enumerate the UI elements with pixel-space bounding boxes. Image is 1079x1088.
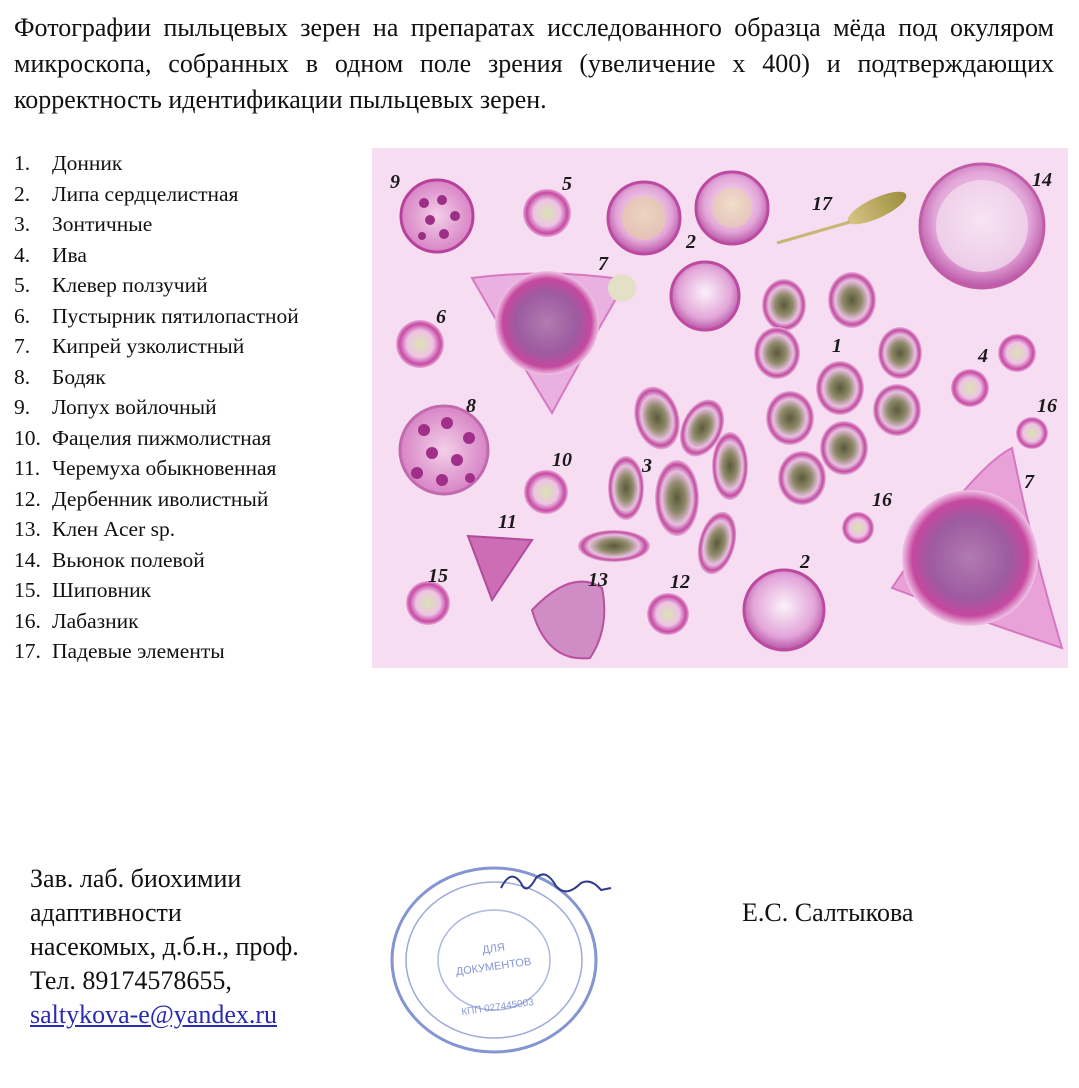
legend-item: 9. Лопух войлочный <box>14 395 217 419</box>
phone-text: Тел. 89174578655, <box>30 966 232 995</box>
grain-label-4: 4 <box>978 345 988 367</box>
pollen-grain-2 <box>744 570 824 650</box>
signatory-block <box>30 862 299 1032</box>
pollen-grain-16 <box>1016 417 1048 449</box>
grain-label-8: 8 <box>466 395 476 417</box>
grain-label-7-bottom: 7 <box>1024 471 1034 493</box>
legend-item: 4. Ива <box>14 242 87 267</box>
stamp-code: КПП 027445003 <box>460 996 535 1019</box>
stamp-center-line-2: ДОКУМЕНТОВ <box>455 955 533 979</box>
pollen-legend-list <box>14 148 299 667</box>
legend-item: 10. Фацелия пижмолистная <box>14 425 272 450</box>
stamp-seal <box>392 868 596 1052</box>
legend-item: 14. Вьюнок полевой <box>14 547 205 572</box>
grain-label-15: 15 <box>428 565 448 587</box>
legend-item: 3. Зонтичные <box>14 212 153 236</box>
legend-item: 2. Липа сердцелистная <box>14 181 239 206</box>
grain-label-16-right: 16 <box>1037 395 1057 417</box>
pollen-micrograph <box>372 148 1068 668</box>
grain-label-13: 13 <box>588 569 608 591</box>
pollen-grain-2 <box>671 262 739 330</box>
email-link[interactable]: saltykova-e@yandex.ru <box>30 1000 278 1029</box>
pollen-grain-14 <box>920 164 1044 288</box>
legend-item: 6. Пустырник пятилопастной <box>14 303 299 328</box>
micrograph-svg <box>372 148 1068 668</box>
pollen-grain-8 <box>400 406 488 494</box>
pollen-grain-5 <box>523 189 571 237</box>
legend-item: 11. Черемуха обыкновенная <box>14 456 277 480</box>
grain-label-17: 17 <box>812 193 832 215</box>
pollen-grain-16 <box>842 512 874 544</box>
legend-item: 1. Донник <box>14 151 123 175</box>
position-line-1: Зав. лаб. биохимии <box>30 864 242 893</box>
grain-label-11: 11 <box>498 511 517 533</box>
signer-name: Е.С. Салтыкова <box>742 898 914 927</box>
grain-label-10: 10 <box>552 449 572 471</box>
pollen-grain-15 <box>406 581 450 625</box>
pollen-grain-10 <box>524 470 568 514</box>
legend-item: 5. Клевер ползучий <box>14 273 208 297</box>
grain-label-7-top: 7 <box>598 253 608 275</box>
grain-label-5: 5 <box>562 173 572 195</box>
grain-label-6: 6 <box>436 306 446 328</box>
grain-label-16-bottom: 16 <box>872 489 892 511</box>
position-line-3: насекомых, д.б.н., проф. <box>30 932 299 961</box>
grain-label-2-top: 2 <box>686 231 696 253</box>
position-line-2: адаптивности <box>30 898 182 927</box>
intro-paragraph: Фотографии пыльцевых зерен на препаратах исследованного образца мёда под окуляром микроскопа, собранных в одном поле зрения (увеличение х 400) и подтверждающих корректность идентификации пыльцевых зерен. <box>14 13 1054 114</box>
grain-label-3: 3 <box>642 455 652 477</box>
legend-item: 7. Кипрей узколистный <box>14 334 245 358</box>
grain-label-2-bottom: 2 <box>800 551 810 573</box>
grain-label-14: 14 <box>1032 169 1052 191</box>
legend-item: 12. Дербенник иволистный <box>14 486 269 511</box>
handwritten-signature <box>501 874 611 891</box>
legend-item: 8. Бодяк <box>14 364 106 389</box>
legend-item: 16. Лабазник <box>14 608 139 633</box>
stamp-center-line-1: ДЛЯ <box>481 941 506 957</box>
grain-label-9: 9 <box>390 171 400 193</box>
pollen-grain-12 <box>647 593 689 635</box>
legend-item: 13. Клен Acer sp. <box>14 517 176 541</box>
grain-label-12: 12 <box>670 571 690 593</box>
official-stamp <box>386 848 616 1058</box>
grain-label-1: 1 <box>832 335 842 357</box>
pollen-grain-9 <box>401 180 473 252</box>
legend-item: 17. Падевые элементы <box>14 639 225 663</box>
legend-item: 15. Шиповник <box>14 578 152 602</box>
